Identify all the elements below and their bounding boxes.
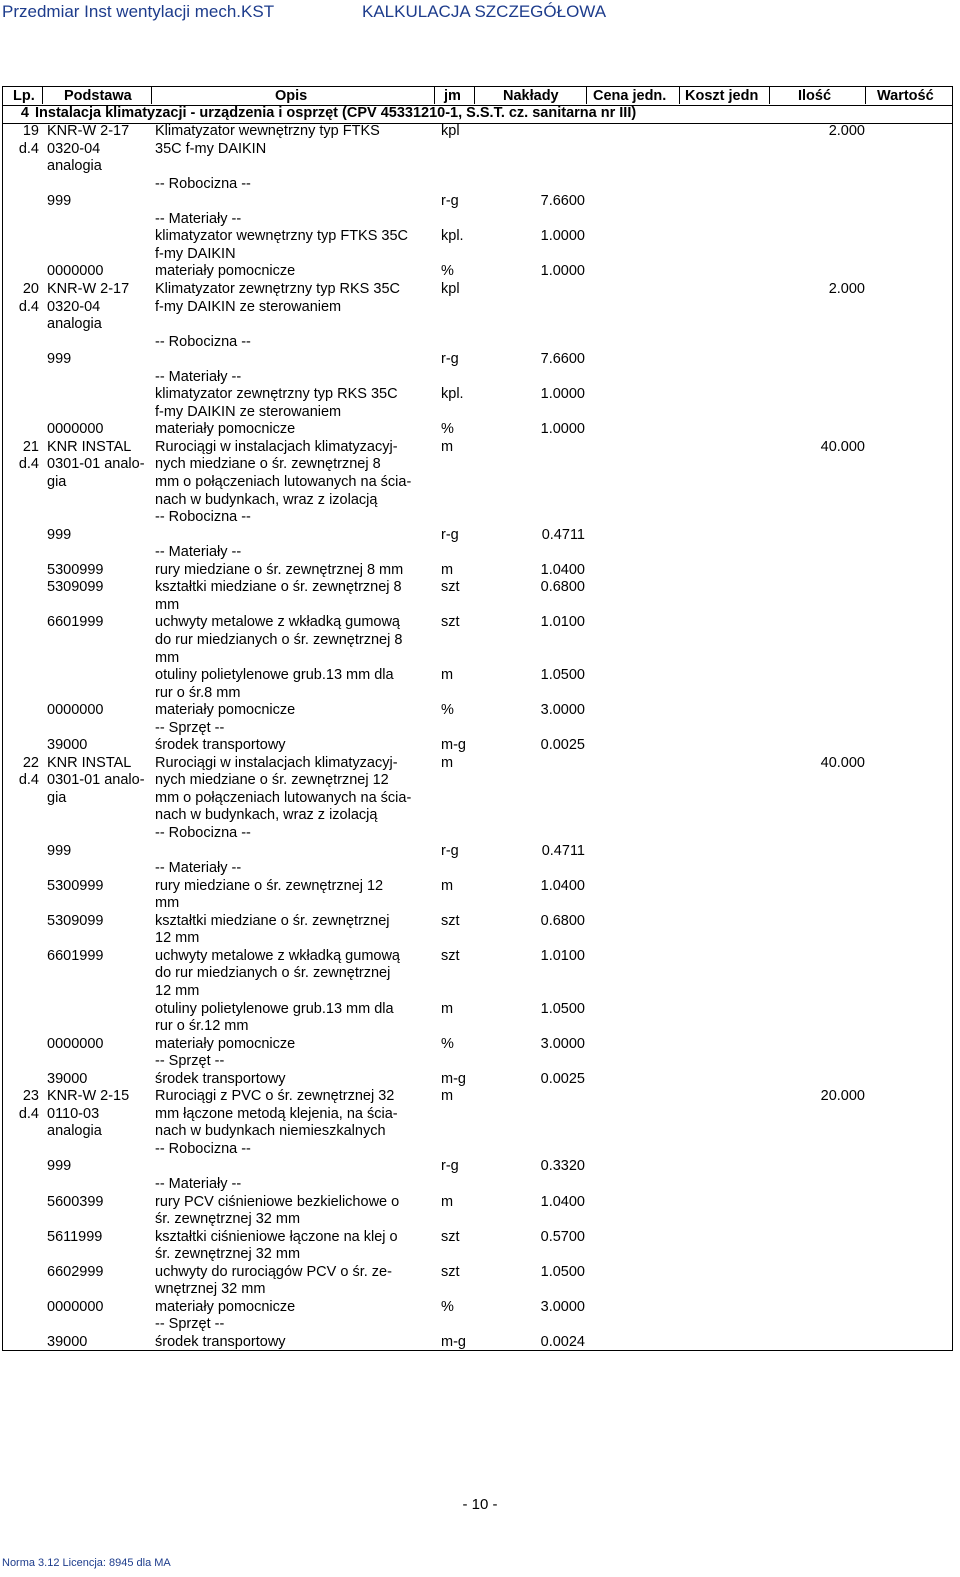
cell-podstawa: 0301-01 analo- <box>47 456 145 473</box>
cell-naklady: 0.6800 <box>540 912 585 929</box>
cell-opis: 35C f-my DAIKIN <box>155 140 267 157</box>
cell-opis: -- Sprzęt -- <box>155 1053 225 1070</box>
cell-jm: szt <box>441 947 460 964</box>
cell-opis: Rurociągi z PVC o śr. zewnętrznej 32 <box>155 1088 395 1105</box>
cell-jm: m <box>441 1000 454 1017</box>
cell-lp: d.4 <box>18 456 39 473</box>
col-ilosc: Ilość <box>798 88 832 104</box>
cell-opis: środek transportowy <box>155 737 286 754</box>
cell-podstawa: 6602999 <box>47 1263 104 1280</box>
divider <box>865 86 866 104</box>
cell-naklady: 0.6800 <box>540 579 585 596</box>
document-title: Przedmiar Inst wentylacji mech.KST <box>2 2 275 21</box>
cell-podstawa: gia <box>47 474 67 490</box>
cell-jm: % <box>441 1035 454 1052</box>
cell-opis: Rurociągi w instalacjach klimatyzacyj- <box>155 438 398 455</box>
cell-lp: 20 <box>22 280 39 297</box>
divider <box>679 86 680 104</box>
cell-podstawa: KNR-W 2-17 <box>47 280 130 297</box>
cell-podstawa: 6601999 <box>47 947 104 964</box>
cell-naklady: 7.6600 <box>540 351 585 368</box>
cell-opis: kształtki miedziane o śr. zewnętrznej <box>155 912 390 929</box>
license-note: Norma 3.12 Licencja: 8945 dla MA <box>2 1557 171 1569</box>
cell-naklady: 0.4711 <box>541 526 585 543</box>
cell-lp: 22 <box>22 754 39 771</box>
section-row <box>2 104 953 124</box>
cell-opis: nych miedziane o śr. zewnętrznej 8 <box>155 456 381 473</box>
cell-naklady: 1.0500 <box>540 667 585 684</box>
cell-podstawa: 999 <box>47 842 72 859</box>
cell-podstawa: 5309099 <box>47 579 104 596</box>
cell-naklady: 1.0000 <box>540 228 585 245</box>
divider <box>586 86 587 104</box>
cell-opis: uchwyty do rurociągów PCV o śr. ze- <box>155 1263 392 1280</box>
cell-opis: materiały pomocnicze <box>155 1035 296 1052</box>
cell-podstawa: analogia <box>47 316 102 333</box>
cell-jm: % <box>441 702 454 719</box>
cell-naklady: 1.0100 <box>540 947 585 964</box>
cell-podstawa: KNR-W 2-15 <box>47 1088 130 1105</box>
cell-naklady: 3.0000 <box>540 1035 585 1052</box>
col-lp: Lp. <box>13 88 35 104</box>
cell-opis: kształtki miedziane o śr. zewnętrznej 8 <box>155 579 402 596</box>
cell-opis: -- Robocizna -- <box>155 333 251 350</box>
cell-opis: mm o połączeniach lutowanych na ścia- <box>155 474 412 490</box>
cell-podstawa: 39000 <box>47 737 88 754</box>
cell-podstawa: analogia <box>47 158 102 175</box>
cell-opis: nach w budynkach niemieszkalnych <box>155 1123 386 1140</box>
cell-naklady: 3.0000 <box>540 702 585 719</box>
cell-podstawa: 6601999 <box>47 614 104 631</box>
cell-opis: f-my DAIKIN ze sterowaniem <box>155 298 342 315</box>
cell-lp: 23 <box>22 1088 39 1105</box>
cell-opis: klimatyzator zewnętrzny typ RKS 35C <box>155 386 398 403</box>
cell-opis: -- Robocizna -- <box>155 825 251 841</box>
cell-jm: % <box>441 263 454 280</box>
cell-jm: m <box>441 754 454 771</box>
col-opis: Opis <box>275 88 308 104</box>
cell-jm: m <box>441 438 454 455</box>
cell-naklady: 1.0000 <box>540 421 585 438</box>
cell-podstawa: 0110-03 <box>47 1105 100 1122</box>
cell-podstawa: 5600399 <box>47 1193 104 1210</box>
cell-podstawa: 0000000 <box>47 1298 104 1315</box>
cell-jm: m-g <box>441 737 466 754</box>
cell-opis: kształtki ciśnieniowe łączone na klej o <box>155 1228 398 1245</box>
cell-ilosc: 2.000 <box>828 280 865 297</box>
cell-opis: wnętrznej 32 mm <box>155 1281 266 1298</box>
cell-jm: szt <box>441 1263 460 1280</box>
cell-opis: śr. zewnętrznej 32 mm <box>155 1246 301 1263</box>
cell-opis: -- Robocizna -- <box>155 509 251 526</box>
cell-jm: % <box>441 421 454 438</box>
cell-jm: m <box>441 1193 454 1210</box>
cell-ilosc: 40.000 <box>820 754 865 771</box>
cell-podstawa: 0301-01 analo- <box>47 772 145 789</box>
cell-jm: szt <box>441 579 460 596</box>
cell-jm: % <box>441 1298 454 1315</box>
cell-jm: r-g <box>441 842 459 859</box>
cell-opis: otuliny polietylenowe grub.13 mm dla <box>155 667 394 684</box>
cell-lp: 19 <box>22 123 39 139</box>
cell-jm: szt <box>441 614 460 631</box>
cell-naklady: 1.0500 <box>540 1263 585 1280</box>
divider <box>42 86 43 104</box>
cell-lp: d.4 <box>18 140 39 157</box>
report-type: KALKULACJA SZCZEGÓŁOWA <box>362 2 607 21</box>
cell-opis: mm <box>155 895 180 912</box>
cell-podstawa: gia <box>47 789 67 806</box>
cell-opis: 12 mm <box>155 982 200 999</box>
cell-opis: mm <box>155 649 180 666</box>
cell-opis: materiały pomocnicze <box>155 421 296 438</box>
cell-podstawa: 5300999 <box>47 877 104 894</box>
cell-opis: Klimatyzator zewnętrzny typ RKS 35C <box>155 280 400 297</box>
cell-opis: -- Materiały -- <box>155 368 242 385</box>
cell-opis: rury miedziane o śr. zewnętrznej 8 mm <box>155 561 404 578</box>
cell-naklady: 1.0100 <box>540 614 585 631</box>
cell-podstawa: 999 <box>47 526 72 543</box>
col-podstawa: Podstawa <box>64 88 132 104</box>
cell-opis: -- Materiały -- <box>155 210 242 227</box>
cell-podstawa: analogia <box>47 1123 102 1140</box>
divider <box>474 86 475 104</box>
table-body <box>2 123 953 1351</box>
cell-opis: -- Sprzęt -- <box>155 719 225 736</box>
cell-naklady: 1.0400 <box>540 877 585 894</box>
cell-podstawa: KNR INSTAL <box>47 754 132 771</box>
cell-opis: rury PCV ciśnieniowe bezkielichowe o <box>155 1193 400 1210</box>
cell-naklady: 1.0400 <box>540 561 585 578</box>
cell-opis: mm o połączeniach lutowanych na ścia- <box>155 789 412 806</box>
cell-ilosc: 40.000 <box>820 438 865 455</box>
page-number: - 10 - <box>462 1496 498 1513</box>
cell-lp: d.4 <box>18 1105 39 1122</box>
cell-jm: r-g <box>441 1158 459 1175</box>
cell-opis: środek transportowy <box>155 1070 286 1087</box>
cell-podstawa: 0320-04 <box>47 140 101 157</box>
cell-podstawa: 0320-04 <box>47 298 101 315</box>
cell-podstawa: KNR-W 2-17 <box>47 123 130 139</box>
cell-podstawa: 999 <box>47 351 72 368</box>
cell-ilosc: 20.000 <box>820 1088 865 1105</box>
cell-naklady: 0.0025 <box>540 1070 585 1087</box>
cell-opis: nach w budynkach, wraz z izolacją <box>155 491 378 508</box>
col-naklady: Nakłady <box>503 88 559 104</box>
cell-podstawa: 5611999 <box>47 1228 103 1245</box>
cell-opis: Rurociągi w instalacjach klimatyzacyj- <box>155 754 398 771</box>
cell-opis: uchwyty metalowe z wkładką gumową <box>155 947 400 964</box>
cell-opis: uchwyty metalowe z wkładką gumową <box>155 614 400 631</box>
cell-opis: rury miedziane o śr. zewnętrznej 12 <box>155 877 384 894</box>
cell-opis: -- Materiały -- <box>155 1176 242 1192</box>
cell-opis: do rur miedzianych o śr. zewnętrznej <box>155 965 391 982</box>
cell-lp: d.4 <box>18 298 39 315</box>
cell-opis: -- Materiały -- <box>155 860 242 877</box>
cell-opis: -- Robocizna -- <box>155 175 251 192</box>
col-jm: jm <box>444 88 461 104</box>
cell-opis: nych miedziane o śr. zewnętrznej 12 <box>155 772 389 789</box>
cell-opis: środek transportowy <box>155 1333 286 1350</box>
cell-jm: m-g <box>441 1333 466 1350</box>
table-header <box>2 86 953 106</box>
cell-opis: rur o śr.8 mm <box>155 684 241 701</box>
cell-naklady: 1.0000 <box>540 263 585 280</box>
cell-naklady: 0.0025 <box>540 737 585 754</box>
cell-podstawa: 0000000 <box>47 263 104 280</box>
cell-jm: kpl. <box>441 386 464 403</box>
cell-podstawa: KNR INSTAL <box>47 438 132 455</box>
cell-opis: f-my DAIKIN ze sterowaniem <box>155 403 342 420</box>
cell-opis: f-my DAIKIN <box>155 245 236 262</box>
cell-jm: m <box>441 667 454 684</box>
cell-opis: -- Robocizna -- <box>155 1140 251 1157</box>
cell-jm: m <box>441 561 454 578</box>
col-wartosc: Wartość <box>877 88 934 104</box>
cell-opis: śr. zewnętrznej 32 mm <box>155 1211 301 1228</box>
col-koszt-jedn: Koszt jedn <box>685 88 759 104</box>
cell-naklady: 1.0000 <box>540 386 585 403</box>
cell-opis: Klimatyzator wewnętrzny typ FTKS <box>155 123 380 139</box>
cell-jm: r-g <box>441 526 459 543</box>
cell-jm: m <box>441 877 454 894</box>
cell-podstawa: 999 <box>47 193 72 210</box>
divider <box>434 86 435 104</box>
cell-jm: kpl. <box>441 228 464 245</box>
cell-jm: m <box>441 1088 454 1105</box>
cell-opis: 12 mm <box>155 930 200 947</box>
cell-podstawa: 39000 <box>47 1333 88 1350</box>
divider <box>151 86 152 104</box>
cell-opis: do rur miedzianych o śr. zewnętrznej 8 <box>155 631 403 648</box>
cell-opis: mm łączone metodą klejenia, na ścia- <box>155 1105 398 1122</box>
cell-naklady: 1.0500 <box>540 1000 585 1017</box>
cell-jm: r-g <box>441 351 459 368</box>
section-title: Instalacja klimatyzacji - urządzenia i osprzęt (CPV 45331210-1, S.S.T. cz. sanitarna nr III) <box>35 105 637 121</box>
cell-naklady: 7.6600 <box>540 193 585 210</box>
cell-opis: materiały pomocnicze <box>155 702 296 719</box>
cell-podstawa: 0000000 <box>47 421 104 438</box>
cell-opis: materiały pomocnicze <box>155 1298 296 1315</box>
cell-naklady: 0.0024 <box>540 1333 585 1350</box>
cell-opis: materiały pomocnicze <box>155 263 296 280</box>
cell-naklady: 3.0000 <box>540 1298 585 1315</box>
section-number: 4 <box>20 105 29 121</box>
cell-podstawa: 999 <box>47 1158 72 1175</box>
cell-jm: r-g <box>441 193 459 210</box>
cell-opis: -- Materiały -- <box>155 544 242 561</box>
cell-podstawa: 5300999 <box>47 561 104 578</box>
cell-naklady: 0.3320 <box>540 1158 585 1175</box>
cell-podstawa: 5309099 <box>47 912 104 929</box>
cell-jm: kpl <box>441 123 460 139</box>
cell-ilosc: 2.000 <box>828 123 865 139</box>
cell-opis: rur o śr.12 mm <box>155 1018 249 1035</box>
cell-opis: mm <box>155 596 180 613</box>
cell-opis: nach w budynkach, wraz z izolacją <box>155 807 378 824</box>
cell-lp: d.4 <box>18 772 39 789</box>
cell-jm: kpl <box>441 280 460 297</box>
cell-jm: szt <box>441 912 460 929</box>
cell-opis: -- Sprzęt -- <box>155 1316 225 1333</box>
cell-podstawa: 0000000 <box>47 1035 104 1052</box>
cell-podstawa: 0000000 <box>47 702 104 719</box>
cell-podstawa: 39000 <box>47 1070 88 1087</box>
divider <box>769 86 770 104</box>
cell-jm: szt <box>441 1228 460 1245</box>
cell-lp: 21 <box>22 438 39 455</box>
cell-naklady: 0.4711 <box>541 842 585 859</box>
col-cena-jedn: Cena jedn. <box>593 88 667 104</box>
cell-jm: m-g <box>441 1070 466 1087</box>
cell-opis: otuliny polietylenowe grub.13 mm dla <box>155 1000 394 1017</box>
cell-naklady: 0.5700 <box>540 1228 585 1245</box>
cell-naklady: 1.0400 <box>540 1193 585 1210</box>
cell-opis: klimatyzator wewnętrzny typ FTKS 35C <box>155 228 409 245</box>
